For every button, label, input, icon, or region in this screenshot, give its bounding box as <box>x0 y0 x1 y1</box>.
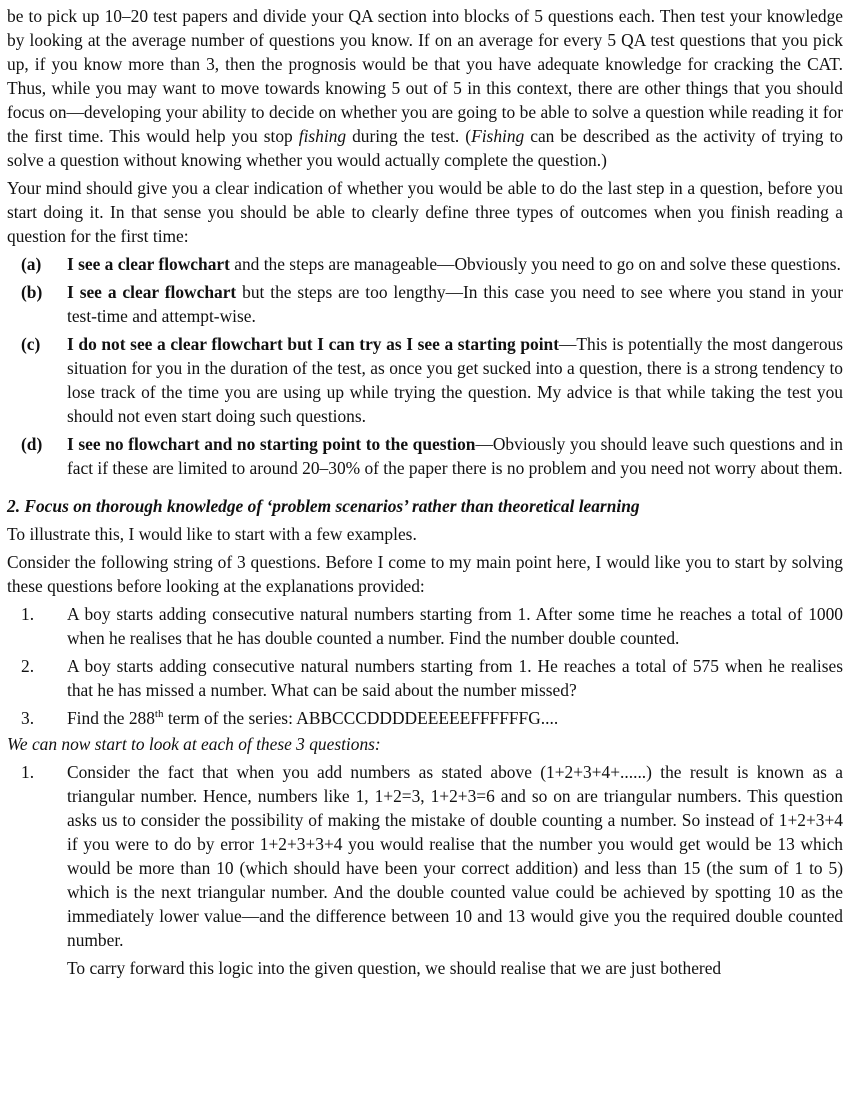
question-text: term of the series: ABBCCCDDDDEEEEEFFFFFFG.... <box>163 708 559 728</box>
outcome-label: (c) <box>21 334 41 354</box>
outcome-label: (b) <box>21 282 43 302</box>
outcome-text: but the steps are too lengthy—In this case you need to see where you stand in your test-time and attempt-wise. <box>67 282 843 326</box>
outcome-text: —This is potentially the most dangerous situation for you in the duration of the test, as once you get sucked into a question, there is a strong tendency to lose track of the time you are using up while trying the question. My advice is that while taking the test you should not even start doing such questions. <box>67 334 843 426</box>
outcome-lead: I see a clear flowchart <box>67 254 230 274</box>
outcome-label: (d) <box>21 434 43 454</box>
outcome-list <box>7 252 843 480</box>
intro-paragraph-1: be to pick up 10–20 test papers and divide your QA section into blocks of 5 questions each. Then test your knowledge by looking at the average number of questions you know. If on an average for every 5 QA test questions that you pick up, if you know more than 3, then the prognosis would be that you have adequate knowledge for cracking the CAT. Thus, while you may want to move towards knowing 5 out of 5 in this context, there are other things that you should focus on—developing your ability to decide on whether you are going to be able to solve a question while reading it for the first time. This would help you stop fishing during the test. (Fishing can be described as the activity of trying to solve a question without knowing whether you would actually complete the question.) <box>7 6 843 170</box>
question-number: 2. <box>21 656 35 676</box>
continuation-paragraph: To carry forward this logic into the given question, we should realise that we are just bothered <box>67 958 722 978</box>
question-number: 3. <box>21 708 35 728</box>
outcome-item-b <box>7 280 843 328</box>
question-item-1 <box>7 602 843 650</box>
outcome-lead: I see no flowchart and no starting point to the question <box>67 434 476 454</box>
outcome-lead: I see a clear flowchart <box>67 282 237 302</box>
outcome-label: (a) <box>21 254 42 274</box>
section-paragraph-2: Consider the following string of 3 questions. Before I come to my main point here, I would like you to start by solving these questions before looking at the explanations provided: <box>7 552 843 596</box>
ordinal-suffix: th <box>154 708 164 721</box>
question-text: A boy starts adding consecutive natural numbers starting from 1. He reaches a total of 575 when he realises that he has missed a number. What can be said about the number missed? <box>67 656 843 700</box>
outcome-lead: I do not see a clear flowchart but I can try as I see a starting point <box>67 334 560 354</box>
answer-number: 1. <box>21 762 35 782</box>
document-page <box>7 4 843 980</box>
section-paragraph-1: To illustrate this, I would like to start with a few examples. <box>7 524 417 544</box>
question-text: A boy starts adding consecutive natural numbers starting from 1. After some time he reaches a total of 1000 when he realises that he has double counted a number. Find the number double counted. <box>67 604 843 648</box>
section-heading: 2. Focus on thorough knowledge of ‘problem scenarios’ rather than theoretical learning <box>7 496 640 516</box>
question-list <box>7 602 843 730</box>
answer-item-1 <box>7 760 843 952</box>
outcome-text: —Obviously you should leave such questions and in fact if these are limited to around 20–30% of the paper there is no problem and you need not worry about them. <box>67 434 844 478</box>
fishing-term: Fishing <box>471 126 525 146</box>
look-line: We can now start to look at each of these 3 questions: <box>7 734 381 754</box>
outcome-item-a <box>7 252 843 276</box>
question-text: Find the 288 <box>67 708 155 728</box>
question-item-3 <box>7 706 843 730</box>
outcome-item-c <box>7 332 843 428</box>
intro-paragraph-2: Your mind should give you a clear indication of whether you would be able to do the last step in a question, before you start doing it. In that sense you should be able to clearly define three types of outcomes when you finish reading a question for the first time: <box>7 178 843 246</box>
outcome-item-d <box>7 432 843 480</box>
answer-text: Consider the fact that when you add numbers as stated above (1+2+3+4+......) the result is known as a triangular number. Hence, numbers like 1, 1+2=3, 1+2+3=6 and so on are triangular numbers. This question asks us to consider the possibility of making the mistake of double counting a number. So instead of 1+2+3+4 if you were to do by error 1+2+3+3+4 you would realise that the number you would get would be 13 which would be more than 10 (which should have been your correct addition) and less than 15 (the sum of 1 to 5) which is the next triangular number. And the double counted value could be achieved by spotting 10 as the immediately lower value—and the difference between 10 and 13 would give you the required double counted number. <box>67 762 843 950</box>
fishing-term: fishing <box>298 126 347 146</box>
answer-list <box>7 760 843 952</box>
outcome-text: and the steps are manageable—Obviously you need to go on and solve these questions. <box>229 254 841 274</box>
question-item-2 <box>7 654 843 702</box>
question-number: 1. <box>21 604 35 624</box>
